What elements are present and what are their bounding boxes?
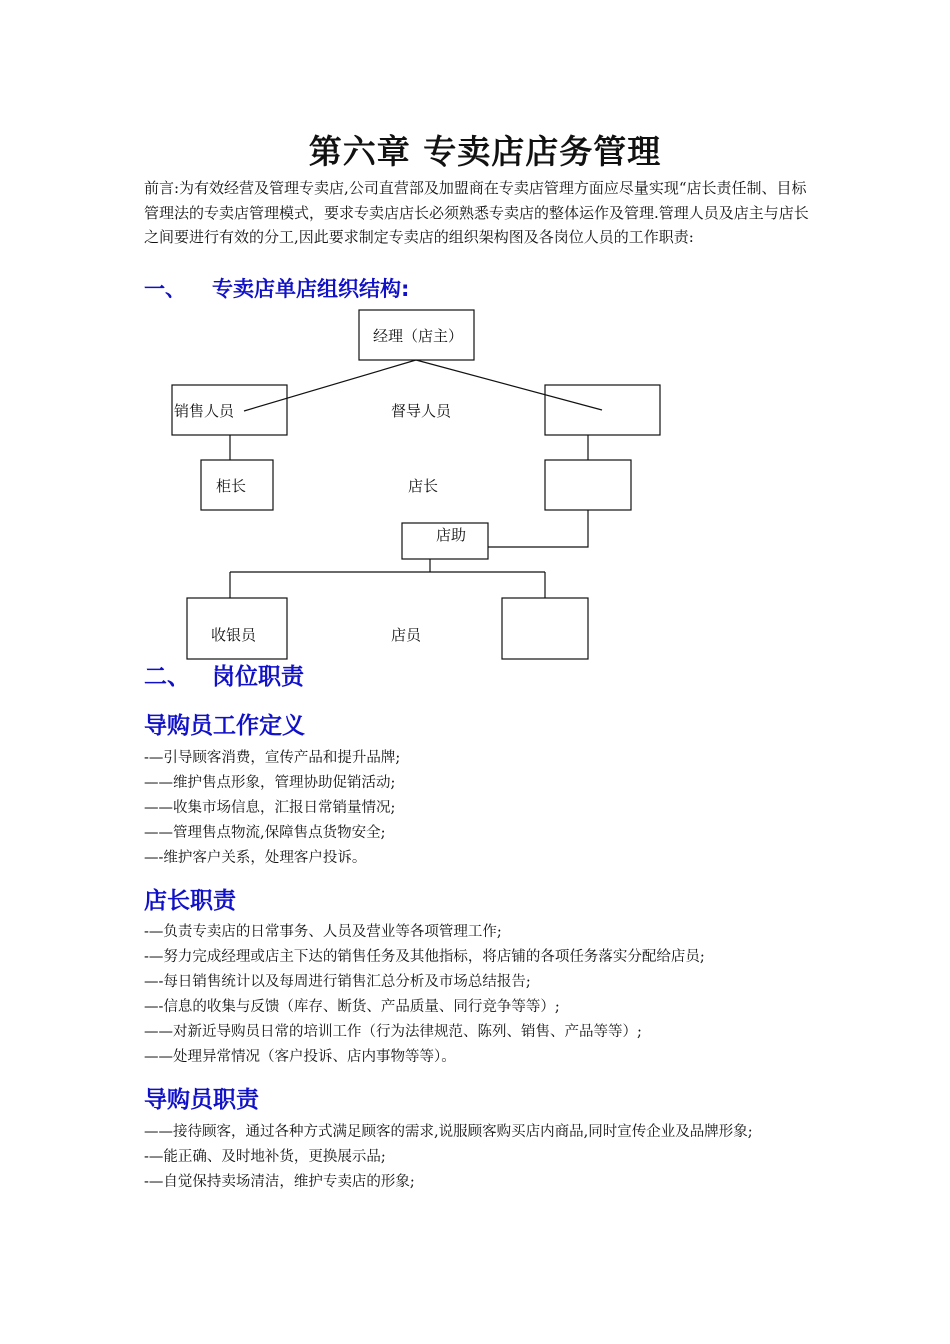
section-title: 岗位职责 [212, 664, 304, 690]
list-item: ——维护售点形象，管理协助促销活动; [144, 775, 396, 791]
list-item: -—努力完成经理或店主下达的销售任务及其他指标，将店铺的各项任务落实分配给店员; [144, 949, 705, 965]
section-number: 二、 [144, 664, 190, 690]
list-item: ——收集市场信息，汇报日常销量情况; [144, 800, 396, 816]
org-label-sales: 销售人员 [174, 402, 235, 420]
list-item: -—引导顾客消费，宣传产品和提升品牌; [144, 750, 401, 766]
list-item: —-每日销售统计以及每周进行销售汇总分析及市场总结报告; [144, 974, 531, 990]
org-label-supervisor: 督导人员 [391, 402, 452, 420]
list-item: ——管理售点物流,保障售点货物安全; [144, 825, 386, 841]
org-label-clerk: 店员 [391, 626, 422, 644]
intro-paragraph: 前言:为有效经营及管理专卖店,公司直营部及加盟商在专卖店管理方面应尽量实现“店长责任制、目标管理法的专卖店管理模式，要求专卖店店长必须熟悉专卖店的整体运作及管理.管理人员及店主与店长之间要进行有效的分工,因此要求制定专卖店的组织架构图及各岗位人员的工作职责: [144, 179, 809, 246]
list-guide-duty [144, 1120, 814, 1195]
list-manager-duty [144, 920, 814, 1070]
page-title: 第六章 专卖店店务管理 [308, 132, 662, 171]
list-guide-definition [144, 746, 814, 871]
section-heading-duties [144, 658, 304, 691]
heading-guide-definition: 导购员工作定义 [144, 713, 305, 739]
org-box-clerk [502, 598, 588, 659]
list-item: -—负责专卖店的日常事务、人员及营业等各项管理工作; [144, 924, 502, 940]
org-label-store-manager: 店长 [408, 477, 439, 495]
heading-guide-duty: 导购员职责 [144, 1087, 259, 1113]
section-number: 一、 [144, 277, 186, 301]
list-item: ——对新近导购员日常的培训工作（行为法律规范、陈列、销售、产品等等）; [144, 1024, 642, 1040]
section-title: 专卖店单店组织结构: [212, 277, 410, 301]
list-item: -—自觉保持卖场清洁，维护专卖店的形象; [144, 1174, 415, 1190]
list-item: —-信息的收集与反馈（库存、断货、产品质量、同行竞争等等）; [144, 999, 560, 1015]
org-chart [0, 300, 950, 665]
heading-manager-duty: 店长职责 [144, 888, 236, 914]
list-item: ——处理异常情况（客户投诉、店内事物等等）。 [144, 1049, 456, 1065]
list-item: ——接待顾客，通过各种方式满足顾客的需求,说服顾客购买店内商品,同时宣传企业及品牌形象; [144, 1124, 753, 1140]
section-heading-org [144, 273, 409, 303]
org-label-counter-head: 柜长 [216, 477, 247, 495]
connector-store-assistant [488, 510, 588, 547]
org-label-cashier: 收银员 [211, 626, 257, 644]
list-item: —-维护客户关系，处理客户投诉。 [144, 850, 367, 866]
org-box-supervisor [545, 385, 660, 435]
org-label-assistant: 店助 [436, 526, 467, 544]
org-box-store-manager [545, 460, 631, 510]
list-item: -—能正确、及时地补货，更换展示品; [144, 1149, 386, 1165]
org-label-manager: 经理（店主） [373, 327, 464, 345]
